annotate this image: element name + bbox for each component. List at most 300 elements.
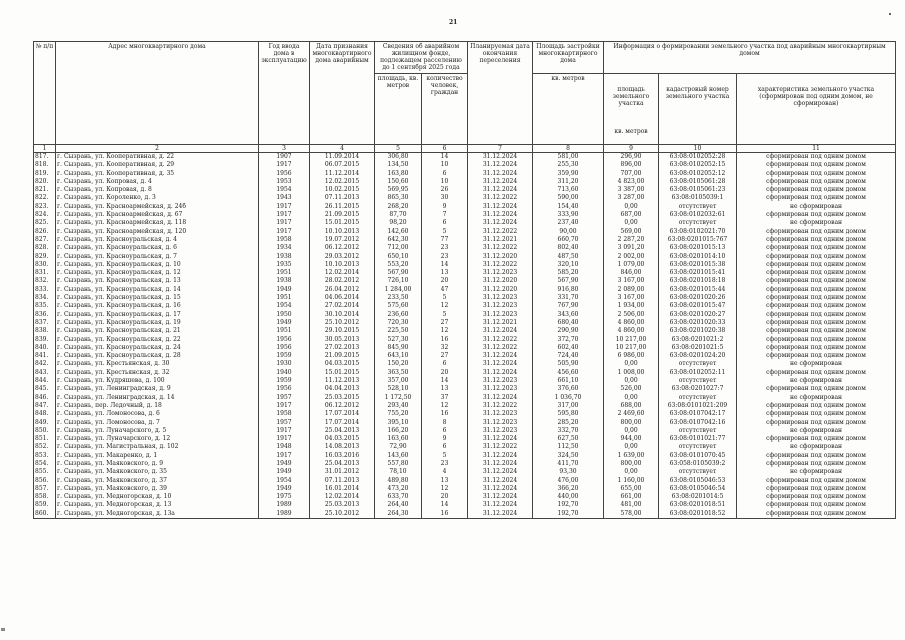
row-area: 489,80 xyxy=(375,477,422,485)
row-cadastral: 63:08:0102032:61 xyxy=(659,211,737,219)
row-year: 1953 xyxy=(259,178,310,186)
row-land-area: 846,00 xyxy=(604,269,659,277)
header-address: Адрес многоквартирного дома xyxy=(56,42,259,145)
row-cadastral: 63:08:0201015:13 xyxy=(659,244,737,252)
col-number: 5 xyxy=(375,145,422,153)
row-land-area: 1 079,00 xyxy=(604,261,659,269)
row-number: 860. xyxy=(34,510,56,519)
row-emergency-date: 29.10.2015 xyxy=(310,327,375,335)
row-address: г. Сызрань, ул. Луначарского, д. 5 xyxy=(56,427,259,435)
row-people: 10 xyxy=(422,161,468,169)
row-emergency-date: 27.02.2014 xyxy=(310,302,375,310)
row-number: 848. xyxy=(34,410,56,418)
row-land-char: сформирован под одним домом xyxy=(737,153,896,162)
row-people: 9 xyxy=(422,203,468,211)
col-number: 8 xyxy=(533,145,604,153)
row-land-char: не сформирован xyxy=(737,468,896,476)
row-build-area: 916,80 xyxy=(533,286,604,294)
row-emergency-date: 10.10.2013 xyxy=(310,261,375,269)
table-row xyxy=(34,153,896,162)
table-row xyxy=(34,319,896,327)
row-year: 1951 xyxy=(259,327,310,335)
row-address: г. Сызрань, ул. Кооперативная, д. 35 xyxy=(56,170,259,178)
row-address: г. Сызрань, ул. Крестьянская, д. 32 xyxy=(56,369,259,377)
table-row xyxy=(34,468,896,476)
row-emergency-date: 15.01.2015 xyxy=(310,369,375,377)
row-land-area: 3 287,00 xyxy=(604,194,659,202)
row-area: 395,10 xyxy=(375,419,422,427)
table-row xyxy=(34,369,896,377)
row-people: 16 xyxy=(422,410,468,418)
row-resettle-date: 31.12.2024 xyxy=(468,352,533,360)
row-land-area: 2 287,20 xyxy=(604,236,659,244)
row-cadastral: 63:08:0201018:18 xyxy=(659,277,737,285)
row-resettle-date: 31.12.2022 xyxy=(468,344,533,352)
row-year: 1950 xyxy=(259,311,310,319)
row-year: 1935 xyxy=(259,261,310,269)
row-number: 853. xyxy=(34,452,56,460)
row-emergency-date: 21.09.2015 xyxy=(310,211,375,219)
table-row xyxy=(34,460,896,468)
row-address: г. Сызрань, ул. Медногорская, д. 13а xyxy=(56,510,259,519)
row-land-area: 0,00 xyxy=(604,203,659,211)
row-land-char: сформирован под одним домом xyxy=(737,170,896,178)
row-cadastral: отсутствует xyxy=(659,443,737,451)
row-year: 1907 xyxy=(259,153,310,162)
header-area: площадь, кв. метров xyxy=(375,74,422,145)
row-address: г. Сызрань, ул. Красноармейская, д. 24б xyxy=(56,203,259,211)
row-address: г. Сызрань, ул. Ломоносова, д. 6 xyxy=(56,410,259,418)
row-land-char: сформирован под одним домом xyxy=(737,178,896,186)
row-resettle-date: 31.12.2024 xyxy=(468,219,533,227)
row-land-area: 688,00 xyxy=(604,402,659,410)
row-emergency-date: 10.10.2013 xyxy=(310,228,375,236)
row-land-char: сформирован под одним домом xyxy=(737,286,896,294)
header-land-area xyxy=(604,74,659,145)
row-resettle-date: 31.12.2024 xyxy=(468,186,533,194)
row-address: г. Сызрань, ул. Красноармейская, д. 120 xyxy=(56,228,259,236)
row-land-char: сформирован под одним домом xyxy=(737,460,896,468)
table-row xyxy=(34,485,896,493)
row-resettle-date: 31.12.2024 xyxy=(468,394,533,402)
row-land-area: 2 089,00 xyxy=(604,286,659,294)
header-land-area-unit: кв. метров xyxy=(614,128,648,135)
row-number: 838. xyxy=(34,327,56,335)
row-people: 6 xyxy=(422,427,468,435)
row-number: 840. xyxy=(34,344,56,352)
row-address: г. Сызрань, ул. Кооперативная, д. 29 xyxy=(56,161,259,169)
header-num: № п/п xyxy=(34,42,56,145)
row-number: 833. xyxy=(34,286,56,294)
row-land-area: 3 167,00 xyxy=(604,294,659,302)
row-build-area: 343,60 xyxy=(533,311,604,319)
row-number: 825. xyxy=(34,219,56,227)
row-year: 1949 xyxy=(259,286,310,294)
row-build-area: 317,00 xyxy=(533,402,604,410)
row-address: г. Сызрань, ул. Ленинградская, д. 9 xyxy=(56,385,259,393)
row-people: 14 xyxy=(422,377,468,385)
row-emergency-date: 28.02.2012 xyxy=(310,277,375,285)
row-build-area: 602,40 xyxy=(533,344,604,352)
row-emergency-date: 17.07.2014 xyxy=(310,419,375,427)
row-land-area: 0,00 xyxy=(604,219,659,227)
row-land-char: сформирован под одним домом xyxy=(737,510,896,519)
row-emergency-date: 17.07.2014 xyxy=(310,410,375,418)
row-number: 841. xyxy=(34,352,56,360)
table-row xyxy=(34,294,896,302)
row-address: г. Сызрань, ул. Маяковского, д. 39 xyxy=(56,485,259,493)
table-row xyxy=(34,228,896,236)
row-land-char: сформирован под одним домом xyxy=(737,228,896,236)
row-area: 150,20 xyxy=(375,360,422,368)
row-resettle-date: 31.12.2024 xyxy=(468,510,533,519)
row-resettle-date: 31.12.2022 xyxy=(468,336,533,344)
row-area: 236,60 xyxy=(375,311,422,319)
row-land-char: сформирован под одним домом xyxy=(737,369,896,377)
row-land-char: сформирован под одним домом xyxy=(737,352,896,360)
row-address: г. Сызрань, ул. Красноуральская, д. 15 xyxy=(56,294,259,302)
col-number: 3 xyxy=(259,145,310,153)
row-emergency-date: 25.03.2013 xyxy=(310,501,375,509)
row-area: 865,30 xyxy=(375,194,422,202)
row-year: 1917 xyxy=(259,161,310,169)
row-cadastral: 63:08:0201014:5 xyxy=(659,493,737,501)
row-emergency-date: 07.11.2013 xyxy=(310,194,375,202)
row-cadastral: 63:08:0105046:53 xyxy=(659,477,737,485)
row-year: 1975 xyxy=(259,493,310,501)
row-resettle-date: 31.12.2020 xyxy=(468,286,533,294)
table-row xyxy=(34,443,896,451)
row-people: 23 xyxy=(422,244,468,252)
row-cadastral: 63:08:0201018:51 xyxy=(659,501,737,509)
row-resettle-date: 31.12.2023 xyxy=(468,269,533,277)
row-address: г. Сызрань, ул. Красноуральская, д. 14 xyxy=(56,286,259,294)
row-land-char: сформирован под одним домом xyxy=(737,402,896,410)
row-number: 821. xyxy=(34,186,56,194)
row-address: г. Сызрань, ул. Красноармейская, д. 118 xyxy=(56,219,259,227)
row-cadastral: 63:08:0102052:11 xyxy=(659,369,737,377)
row-emergency-date: 11.12.2013 xyxy=(310,377,375,385)
row-number: 859. xyxy=(34,501,56,509)
row-year: 1958 xyxy=(259,236,310,244)
row-area: 643,10 xyxy=(375,352,422,360)
row-resettle-date: 31.12.2020 xyxy=(468,277,533,285)
row-emergency-date: 26.11.2015 xyxy=(310,203,375,211)
row-number: 842. xyxy=(34,360,56,368)
column-number-row xyxy=(34,145,896,153)
row-resettle-date: 31.12.2024 xyxy=(468,501,533,509)
row-area: 134,50 xyxy=(375,161,422,169)
row-land-area: 578,00 xyxy=(604,510,659,519)
row-land-char: сформирован под одним домом xyxy=(737,194,896,202)
row-land-area: 655,00 xyxy=(604,485,659,493)
row-number: 824. xyxy=(34,211,56,219)
row-build-area: 627,50 xyxy=(533,435,604,443)
row-address: г. Сызрань, ул. Ленинградская, д. 14 xyxy=(56,394,259,402)
row-land-char: сформирован под одним домом xyxy=(737,161,896,169)
row-land-char: сформирован под одним домом xyxy=(737,269,896,277)
row-address: г. Сызрань, ул. Маяковского, д. 35 xyxy=(56,468,259,476)
row-address: г. Сызрань, ул. Кудряшева, д. 100 xyxy=(56,377,259,385)
row-address: г. Сызрань, ул. Красноуральская, д. 12 xyxy=(56,269,259,277)
header-cadastral: кадастровый номер земельного участка xyxy=(659,74,737,145)
table-row xyxy=(34,236,896,244)
row-build-area: 290,90 xyxy=(533,327,604,335)
row-build-area: 567,90 xyxy=(533,277,604,285)
table-row xyxy=(34,219,896,227)
row-resettle-date: 31.12.2023 xyxy=(468,385,533,393)
row-land-area: 4 823,00 xyxy=(604,178,659,186)
table-row xyxy=(34,385,896,393)
row-emergency-date: 27.02.2013 xyxy=(310,344,375,352)
row-cadastral: отсутствует xyxy=(659,203,737,211)
row-resettle-date: 31.12.2024 xyxy=(468,452,533,460)
row-people: 6 xyxy=(422,443,468,451)
row-emergency-date: 25.04.2013 xyxy=(310,427,375,435)
row-build-area: 1 036,70 xyxy=(533,394,604,402)
row-build-area: 487,50 xyxy=(533,253,604,261)
table-row xyxy=(34,327,896,335)
row-cadastral: 63:08:0102021:70 xyxy=(659,228,737,236)
row-land-area: 800,00 xyxy=(604,460,659,468)
row-land-area: 896,00 xyxy=(604,161,659,169)
table-row xyxy=(34,419,896,427)
table-row xyxy=(34,501,896,509)
table-row xyxy=(34,410,896,418)
row-address: г. Сызрань, ул. Красноуральская, д. 17 xyxy=(56,311,259,319)
row-emergency-date: 16.03.2016 xyxy=(310,452,375,460)
row-resettle-date: 31.12.2020 xyxy=(468,253,533,261)
row-year: 1949 xyxy=(259,460,310,468)
row-build-area: 595,80 xyxy=(533,410,604,418)
row-land-char: не сформирован xyxy=(737,377,896,385)
row-address: г. Сызрань, ул. Красноуральская, д. 24 xyxy=(56,344,259,352)
row-resettle-date: 31.12.2024 xyxy=(468,360,533,368)
row-build-area: 376,60 xyxy=(533,385,604,393)
row-address: г. Сызрань, ул. Красноуральская, д. 19 xyxy=(56,319,259,327)
row-resettle-date: 31.12.2024 xyxy=(468,170,533,178)
row-land-char: сформирован под одним домом xyxy=(737,485,896,493)
row-emergency-date: 30.10.2014 xyxy=(310,311,375,319)
row-people: 16 xyxy=(422,336,468,344)
row-year: 1938 xyxy=(259,253,310,261)
row-cadastral: отсутствует xyxy=(659,360,737,368)
row-cadastral: 63:08:0201020:33 xyxy=(659,319,737,327)
row-land-char: сформирован под одним домом xyxy=(737,452,896,460)
row-area: 1 284,00 xyxy=(375,286,422,294)
row-year: 1917 xyxy=(259,203,310,211)
row-year: 1956 xyxy=(259,170,310,178)
header-resettle: Планируемая дата окончания переселения xyxy=(468,42,533,145)
row-area: 98,20 xyxy=(375,219,422,227)
row-emergency-date: 19.07.2012 xyxy=(310,236,375,244)
row-number: 826. xyxy=(34,228,56,236)
row-number: 834. xyxy=(34,294,56,302)
row-resettle-date: 31.12.2024 xyxy=(468,493,533,501)
row-emergency-date: 11.12.2014 xyxy=(310,170,375,178)
row-build-area: 660,70 xyxy=(533,236,604,244)
row-emergency-date: 04.04.2013 xyxy=(310,385,375,393)
row-area: 163,80 xyxy=(375,170,422,178)
row-build-area: 192,70 xyxy=(533,510,604,519)
table-row xyxy=(34,261,896,269)
row-year: 1949 xyxy=(259,485,310,493)
row-year: 1956 xyxy=(259,336,310,344)
header-build-area-unit: кв. метров xyxy=(533,74,604,145)
row-area: 142,60 xyxy=(375,228,422,236)
row-address: г. Сызрань, ул. Крестьянская, д. 30 xyxy=(56,360,259,368)
row-address: г. Сызрань, ул. Красноуральская, д. 10 xyxy=(56,261,259,269)
row-people: 14 xyxy=(422,501,468,509)
table-row xyxy=(34,269,896,277)
row-year: 1957 xyxy=(259,394,310,402)
row-number: 818. xyxy=(34,161,56,169)
row-cadastral: 63:08:0201020:26 xyxy=(659,294,737,302)
row-year: 1958 xyxy=(259,410,310,418)
row-emergency-date: 12.02.2014 xyxy=(310,269,375,277)
table-row xyxy=(34,493,896,501)
row-land-char: сформирован под одним домом xyxy=(737,319,896,327)
row-resettle-date: 31.12.2022 xyxy=(468,402,533,410)
row-people: 20 xyxy=(422,277,468,285)
row-area: 567,90 xyxy=(375,269,422,277)
row-emergency-date: 12.02.2014 xyxy=(310,493,375,501)
row-build-area: 456,60 xyxy=(533,369,604,377)
row-resettle-date: 31.12.2022 xyxy=(468,228,533,236)
row-emergency-date: 04.03.2015 xyxy=(310,360,375,368)
row-year: 1959 xyxy=(259,377,310,385)
row-land-area: 569,00 xyxy=(604,228,659,236)
row-emergency-date: 06.07.2015 xyxy=(310,161,375,169)
row-land-area: 707,00 xyxy=(604,170,659,178)
table-row xyxy=(34,178,896,186)
row-emergency-date: 07.11.2013 xyxy=(310,477,375,485)
row-land-area: 526,00 xyxy=(604,385,659,393)
row-address: г. Сызрань, ул. Медногорская, д. 13 xyxy=(56,501,259,509)
row-resettle-date: 31.12.2023 xyxy=(468,302,533,310)
row-year: 1954 xyxy=(259,477,310,485)
col-number: 1 xyxy=(34,145,56,153)
row-year: 1940 xyxy=(259,369,310,377)
row-number: 822. xyxy=(34,194,56,202)
row-number: 820. xyxy=(34,178,56,186)
row-area: 166,20 xyxy=(375,427,422,435)
row-land-area: 296,90 xyxy=(604,153,659,162)
row-year: 1954 xyxy=(259,302,310,310)
header-year: Год ввода дома в эксплуатацию xyxy=(259,42,310,145)
row-land-area: 10 217,00 xyxy=(604,344,659,352)
row-resettle-date: 31.12.2024 xyxy=(468,178,533,186)
row-people: 27 xyxy=(422,352,468,360)
row-number: 829. xyxy=(34,253,56,261)
row-address: г. Сызрань, ул. Маяковского, д. 9 xyxy=(56,460,259,468)
row-emergency-date: 04.06.2014 xyxy=(310,294,375,302)
row-cadastral: 63:08:0102052:28 xyxy=(659,153,737,162)
row-resettle-date: 31.12.2024 xyxy=(468,468,533,476)
row-build-area: 90,00 xyxy=(533,228,604,236)
row-address: г. Сызрань, ул. Магистральная, д. 102 xyxy=(56,443,259,451)
table-header xyxy=(34,42,896,153)
table-row xyxy=(34,203,896,211)
row-address: г. Сызрань, ул. Красноуральская, д. 28 xyxy=(56,352,259,360)
row-emergency-date: 15.01.2015 xyxy=(310,219,375,227)
table-row xyxy=(34,253,896,261)
row-build-area: 366,20 xyxy=(533,485,604,493)
row-area: 575,60 xyxy=(375,302,422,310)
row-resettle-date: 31.12.2021 xyxy=(468,319,533,327)
row-people: 23 xyxy=(422,253,468,261)
row-address: г. Сызрань, ул. Маяковского, д. 37 xyxy=(56,477,259,485)
row-land-char: сформирован под одним домом xyxy=(737,385,896,393)
row-year: 1949 xyxy=(259,468,310,476)
row-cadastral: 63:08:0101070:45 xyxy=(659,452,737,460)
row-land-area: 6 986,00 xyxy=(604,352,659,360)
col-number: 4 xyxy=(310,145,375,153)
row-emergency-date: 25.10.2012 xyxy=(310,319,375,327)
row-number: 855. xyxy=(34,468,56,476)
scan-edge-mark xyxy=(1,628,5,631)
row-emergency-date: 25.03.2015 xyxy=(310,394,375,402)
row-people: 13 xyxy=(422,477,468,485)
row-people: 13 xyxy=(422,269,468,277)
row-cadastral: 63:08:0201015:38 xyxy=(659,261,737,269)
row-resettle-date: 31.12.2024 xyxy=(468,211,533,219)
row-number: 831. xyxy=(34,269,56,277)
row-land-char: не сформирован xyxy=(737,360,896,368)
row-year: 1951 xyxy=(259,269,310,277)
row-build-area: 372,70 xyxy=(533,336,604,344)
row-area: 1 172,50 xyxy=(375,394,422,402)
table-row xyxy=(34,377,896,385)
row-land-area: 2 506,00 xyxy=(604,311,659,319)
table-row xyxy=(34,360,896,368)
row-address: г. Сызрань, ул. Красноуральская, д. 6 xyxy=(56,244,259,252)
table-row xyxy=(34,194,896,202)
row-emergency-date: 31.01.2012 xyxy=(310,468,375,476)
row-land-char: сформирован под одним домом xyxy=(737,261,896,269)
row-area: 528,10 xyxy=(375,385,422,393)
header-fund-group: Сведения об аварийном жилищном фонде, подлежащем расселению до 1 сентября 2025 года xyxy=(375,42,468,74)
row-address: г. Сызрань, ул. Красноуральская, д. 21 xyxy=(56,327,259,335)
row-address: г. Сызрань, ул. Красноуральская, д. 7 xyxy=(56,253,259,261)
row-cadastral: 63:08:0201018:52 xyxy=(659,510,737,519)
row-build-area: 802,40 xyxy=(533,244,604,252)
row-cadastral: 63:08:0201015:767 xyxy=(659,236,737,244)
table-row xyxy=(34,344,896,352)
row-emergency-date: 04.03.2015 xyxy=(310,435,375,443)
row-cadastral: 63:08:0201020:27 xyxy=(659,311,737,319)
row-address: г. Сызрань, ул. Короленко, д. 3 xyxy=(56,194,259,202)
col-number: 7 xyxy=(468,145,533,153)
row-land-area: 2 469,60 xyxy=(604,410,659,418)
row-area: 569,95 xyxy=(375,186,422,194)
row-land-area: 3 167,00 xyxy=(604,277,659,285)
row-people: 14 xyxy=(422,261,468,269)
row-resettle-date: 31.12.2022 xyxy=(468,194,533,202)
row-number: 844. xyxy=(34,377,56,385)
row-land-char: сформирован под одним домом xyxy=(737,344,896,352)
row-cadastral: отсутствует xyxy=(659,427,737,435)
table-row xyxy=(34,211,896,219)
row-resettle-date: 31.12.2024 xyxy=(468,203,533,211)
row-build-area: 93,30 xyxy=(533,468,604,476)
col-number: 6 xyxy=(422,145,468,153)
table-row xyxy=(34,510,896,519)
table-row xyxy=(34,427,896,435)
row-build-area: 285,20 xyxy=(533,419,604,427)
col-number: 9 xyxy=(604,145,659,153)
row-area: 845,90 xyxy=(375,344,422,352)
